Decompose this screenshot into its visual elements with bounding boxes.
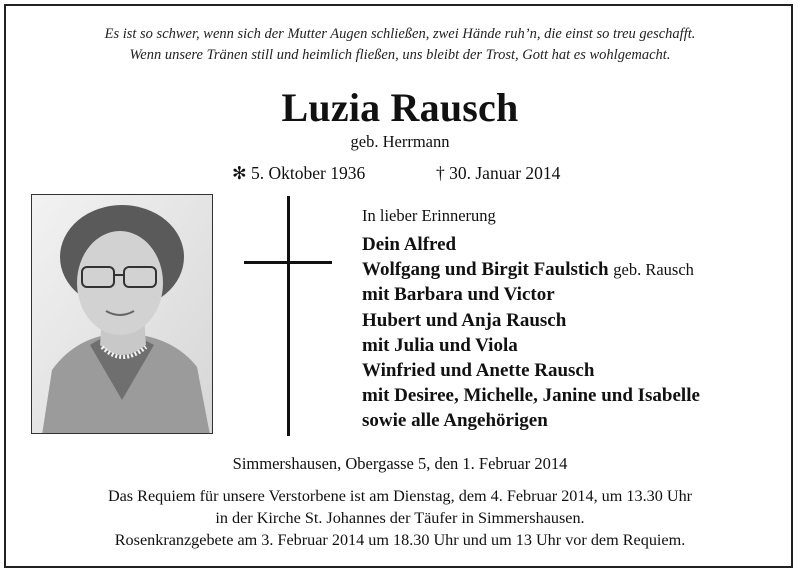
poem-line-1: Es ist so schwer, wenn sich der Mutter Augen schließen, zwei Hände ruh’n, die einst so treu geschafft. — [104, 26, 696, 42]
service-note-line: Das Requiem für unsere Verstorbene ist am Dienstag, dem 4. Februar 2014, um 13.30 Uhr — [107, 487, 693, 505]
mourner-line: Dein Alfred — [362, 234, 457, 255]
mourners-list — [362, 232, 700, 434]
mourner-line: Hubert und Anja Rausch — [362, 309, 567, 331]
mourner-line: sowie alle Angehörigen — [362, 410, 548, 432]
place-and-date: Simmershausen, Obergasse 5, den 1. Februar 2014 — [232, 454, 568, 473]
maiden-name: geb. Herrmann — [350, 132, 450, 151]
mourner-line: mit Desiree, Michelle, Janine und Isabelle — [362, 385, 700, 407]
mourner-line: Wolfgang und Birgit Faulstich geb. Rausch — [362, 259, 694, 281]
maiden-name-note: geb. Rausch — [613, 260, 694, 280]
mourner-line: mit Barbara und Victor — [362, 284, 555, 306]
poem-line-2: Wenn unsere Tränen still und heimlich fließen, uns bleibt der Trost, Gott hat es wohlgemacht. — [129, 47, 671, 63]
mourner-line: Winfried und Anette Rausch — [362, 360, 595, 382]
service-note-line: in der Kirche St. Johannes der Täufer in Simmershausen. — [215, 509, 585, 527]
deceased-name: Luzia Rausch — [281, 85, 519, 130]
mourner-line: mit Julia und Viola — [362, 334, 518, 356]
cross-horizontal-bar — [244, 261, 332, 264]
service-note-line: Rosenkranzgebete am 3. Februar 2014 um 18.30 Uhr und um 13 Uhr vor dem Requiem. — [114, 531, 686, 549]
portrait-photo — [31, 194, 213, 434]
service-notes — [0, 485, 800, 551]
cross-vertical-bar — [287, 196, 290, 436]
death-date: † 30. Januar 2014 — [436, 163, 561, 183]
birth-date: ✻ 5. Oktober 1936 — [232, 163, 366, 183]
remembrance-intro: In lieber Erinnerung — [362, 206, 496, 225]
